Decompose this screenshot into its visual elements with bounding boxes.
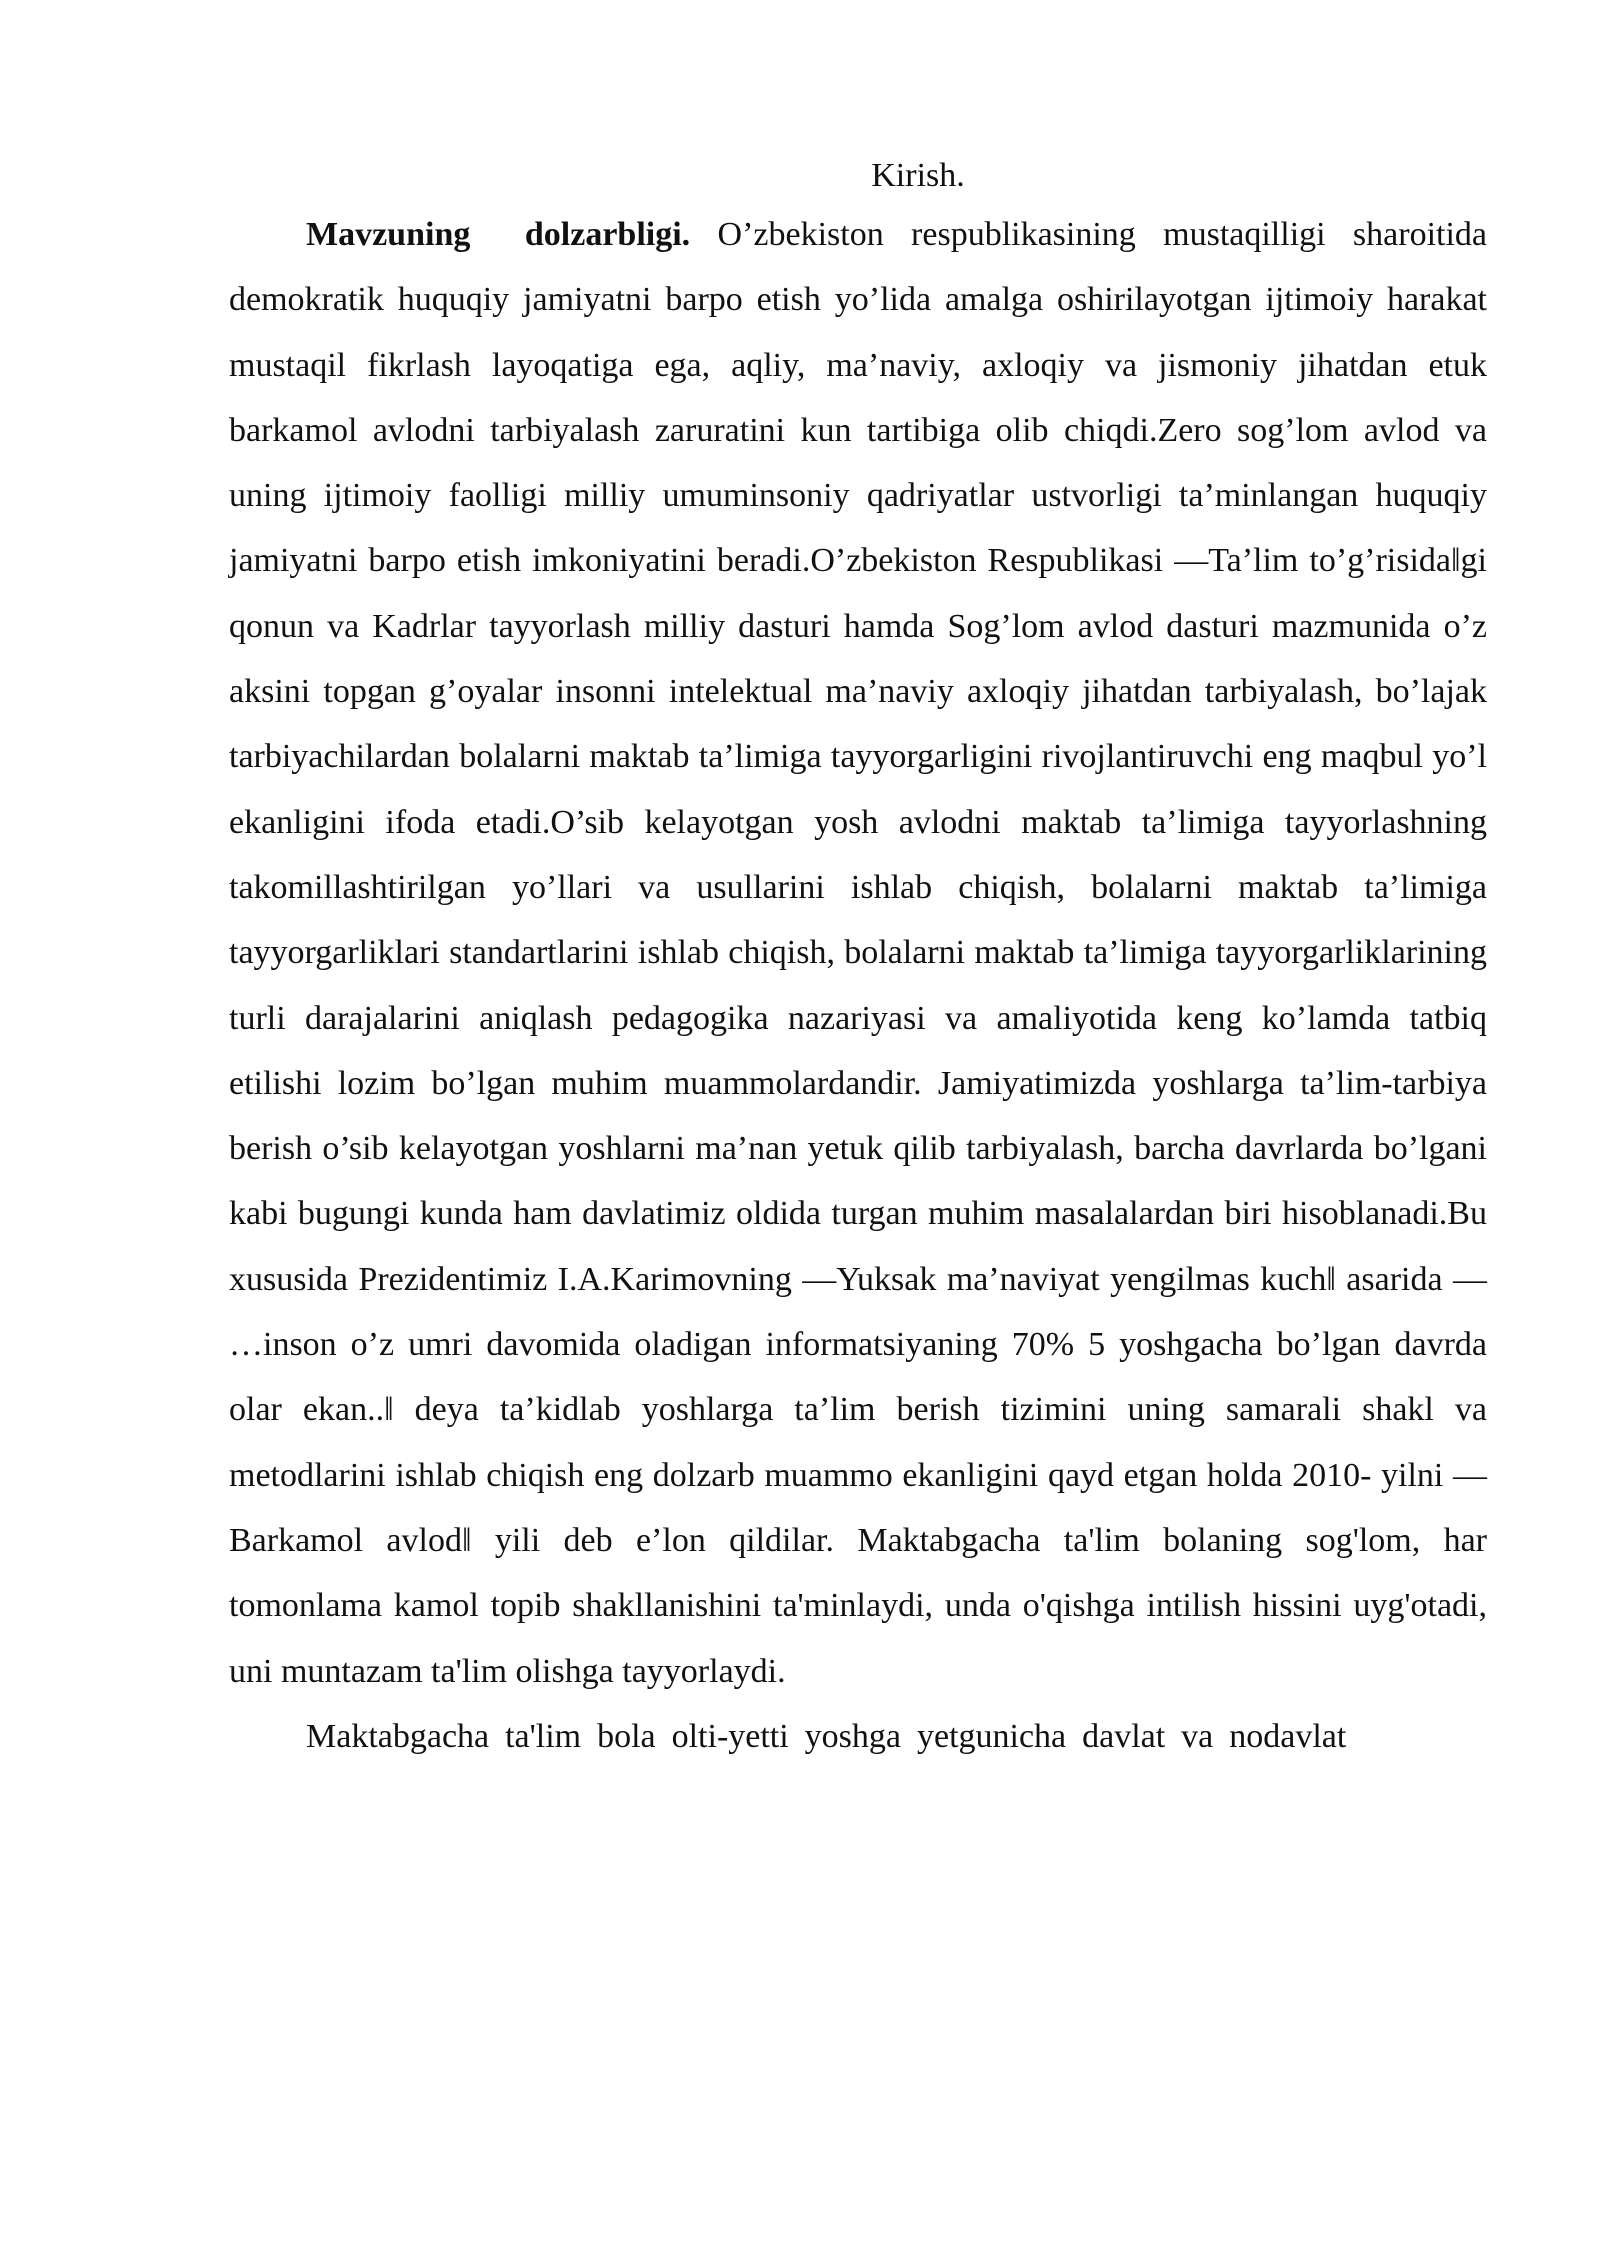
document-heading: Kirish. [871,157,965,194]
paragraph-continued: Maktabgacha ta'lim bola olti-yetti yoshga yetgunicha davlat va nodavlat [306,1717,1347,1755]
document-body [229,150,1487,1769]
paragraph-text: O’zbekiston respublikasining mustaqilligi sharoitida demokratik huquqiy jamiyatni barpo etish yo’lida amalga oshirilayotgan ijtimoiy harakat mustaqil fikrlash layoqatiga ega, aqliy, ma’naviy, axloqiy va jismoniy jihatdan etuk barkamol avlodni tarbiyalash zaruratini kun tartibiga olib chiqdi.Zero sog’lom avlod va uning ijtimoiy faolligi milliy umuminsoniy qadriyatlar ustvorligi ta’minlangan huquqiy jamiyatni barpo etish imkoniyatini beradi.O’zbekiston Respublikasi —Ta’lim to’g’risida‖gi qonun va Kadrlar tayyorlash milliy dasturi hamda Sog’lom avlod dasturi mazmunida o’z aksini topgan g’oyalar insonni intelektual ma’naviy axloqiy jihatdan tarbiyalash, bo’lajak tarbiyachilardan bolalarni maktab ta’limiga tayyorgarligini rivojlantiruvchi eng maqbul yo’l ekanligini ifoda etadi.O’sib kelayotgan yosh avlodni maktab ta’limiga tayyorlashning takomillashtirilgan yo’llari va usullarini ishlab chiqish, bolalarni maktab ta’limiga tayyorgarliklari standartlarini ishlab chiqish, bolalarni maktab ta’limiga tayyorgarliklarining turli darajalarini aniqlash pedagogika nazariyasi va amaliyotida keng ko’lamda tatbiq etilishi lozim bo’lgan muhim muammolardandir. Jamiyatimizda yoshlarga ta’lim-tarbiya berish o’sib kelayotgan yoshlarni ma’nan yetuk qilib tarbiyalash, barcha davrlarda bo’lgani kabi bugungi kunda ham davlatimiz oldida turgan muhim masalalardan biri hisoblanadi.Bu xususida Prezidentimiz I.A.Karimovning —Yuksak ma’naviyat yengilmas kuch‖ asarida — …inson o’z umri davomida oladigan informatsiyaning 70% 5 yoshgacha bo’lgan davrda olar ekan..‖ deya ta’kidlab yoshlarga ta’lim berish tizimini uning samarali shakl va metodlarini ishlab chiqish eng dolzarb muammo ekanligini qayd etgan holda 2010- yilni —Barkamol avlod‖ yili deb e’lon qildilar. Maktabgacha ta'lim bolaning sog'lom, har tomonlama kamol topib shakllanishini ta'minlaydi, unda o'qishga intilish hissini uyg'otadi, uni muntazam ta'lim olishga tayyorlaydi. [229,216,1487,1690]
paragraph-lead: Mavzuning dolzarbligi. [306,216,691,253]
paragraph-relevance [229,202,1487,1704]
